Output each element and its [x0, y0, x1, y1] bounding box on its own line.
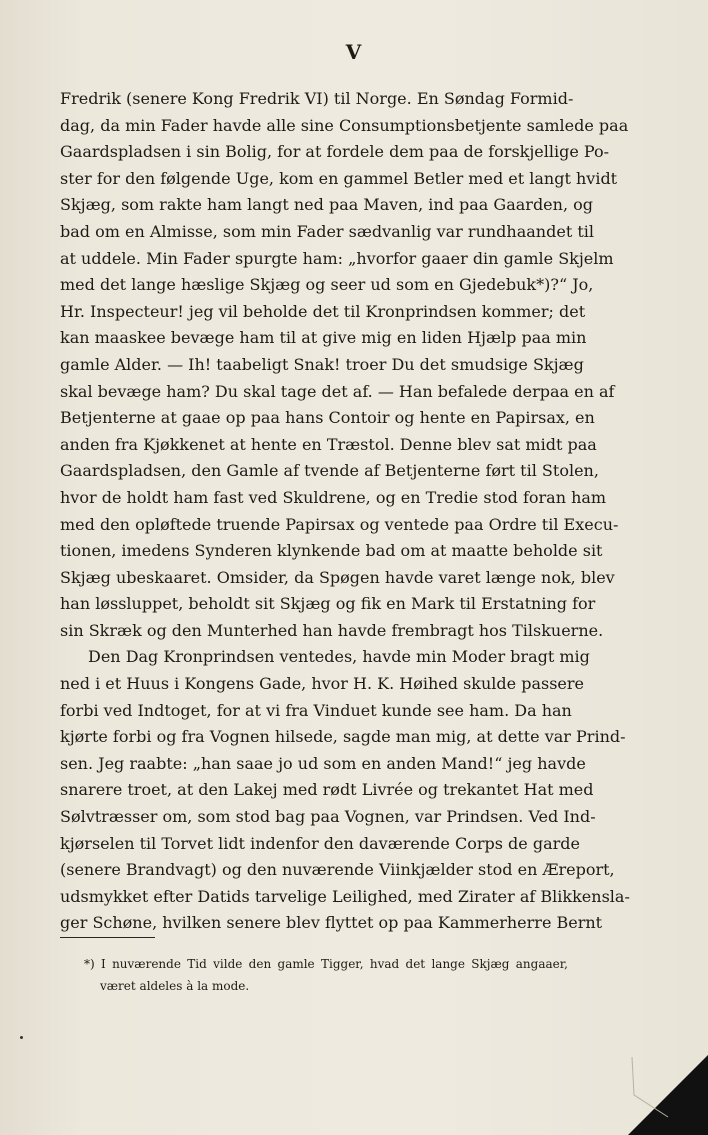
page-number: V — [345, 40, 363, 64]
text-line: sin Skræk og den Munterhed han havde frembragt hos Tilskuerne. — [60, 620, 604, 640]
text-line: gamle Alder. — Ih! taabeligt Snak! troer Du det smudsige Skjæg — [60, 354, 584, 374]
text-line: med den opløftede truende Papirsax og ventede paa Ordre til Execu- — [60, 514, 619, 534]
text-line: Gaardspladsen i sin Bolig, for at fordele dem paa de forskjellige Po- — [60, 142, 610, 162]
text-line: skal bevæge ham? Du skal tage det af. — Han befalede derpaa en af — [60, 381, 615, 401]
text-line: Den Dag Kronprindsen ventedes, havde min Moder bragt mig — [88, 647, 590, 667]
text-line: han løssluppet, beholdt sit Skjæg og fik en Mark til Erstatning for — [60, 594, 596, 614]
text-line: udsmykket efter Datids tarvelige Leilighed, med Zirater af Blikkensla- — [60, 886, 630, 906]
text-line: Sølvtræsser om, som stod bag paa Vognen, var Prindsen. Ved Ind- — [60, 807, 596, 827]
text-line: at uddele. Min Fader spurgte ham: „hvorfor gaaer din gamle Skjelm — [60, 248, 614, 268]
text-line: sen. Jeg raabte: „han saae jo ud som en anden Mand!“ jeg havde — [60, 753, 586, 773]
page-corner-fold — [628, 1055, 708, 1135]
text-line: bad om en Almisse, som min Fader sædvanlig var rundhaandet til — [60, 221, 594, 241]
text-line: kan maaskee bevæge ham til at give mig en liden Hjælp paa min — [60, 328, 587, 348]
footnote-line: *) I nuværende Tid vilde den gamle Tigger, hvad det lange Skjæg angaaer, — [84, 957, 568, 971]
text-line: Skjæg ubeskaaret. Omsider, da Spøgen havde varet længe nok, blev — [60, 567, 615, 587]
text-line: (senere Brandvagt) og den nuværende Viinkjælder stod en Æreport, — [60, 860, 615, 880]
footnote-line: været aldeles à la mode. — [100, 979, 250, 993]
text-line: Fredrik (senere Kong Fredrik VI) til Norge. En Søndag Formid- — [60, 89, 574, 108]
text-line: Betjenterne at gaae op paa hans Contoir og hente en Papirsax, en — [60, 408, 595, 428]
margin-mark — [20, 1036, 23, 1039]
text-line: ned i et Huus i Kongens Gade, hvor H. K. Høihed skulde passere — [60, 674, 585, 694]
text-line: Skjæg, som rakte ham langt ned paa Maven, ind paa Gaarden, og — [60, 195, 593, 215]
text-line: ster for den følgende Uge, kom en gammel Betler med et langt hvidt — [60, 168, 618, 188]
footnote — [84, 953, 568, 997]
text-line: ger Schøne, hvilken senere blev flyttet op paa Kammerherre Bernt — [60, 913, 603, 933]
text-line: Hr. Inspecteur! jeg vil beholde det til Kronprindsen kommer; det — [60, 301, 586, 321]
text-line: med det lange hæslige Skjæg og seer ud som en Gjedebuk*)?“ Jo, — [60, 275, 594, 295]
footnote-divider — [60, 937, 155, 938]
text-line: forbi ved Indtoget, for at vi fra Vinduet kunde see ham. Da han — [60, 700, 572, 720]
text-line: dag, da min Fader havde alle sine Consumptionsbetjente samlede paa — [60, 115, 629, 135]
text-line: kjørte forbi og fra Vognen hilsede, sagde man mig, at dette var Prind- — [60, 727, 626, 747]
text-line: hvor de holdt ham fast ved Skuldrene, og en Tredie stod foran ham — [60, 487, 607, 507]
text-line: tionen, imedens Synderen klynkende bad om at maatte beholde sit — [60, 541, 603, 561]
text-line: anden fra Kjøkkenet at hente en Træstol. Denne blev sat midt paa — [60, 434, 597, 454]
text-line: snarere troet, at den Lakej med rødt Livrée og trekantet Hat med — [60, 780, 594, 800]
text-line: kjørselen til Torvet lidt indenfor den daværende Corps de garde — [60, 833, 580, 853]
body-text — [60, 86, 630, 937]
text-line: Gaardspladsen, den Gamle af tvende af Betjenterne ført til Stolen, — [60, 461, 599, 481]
